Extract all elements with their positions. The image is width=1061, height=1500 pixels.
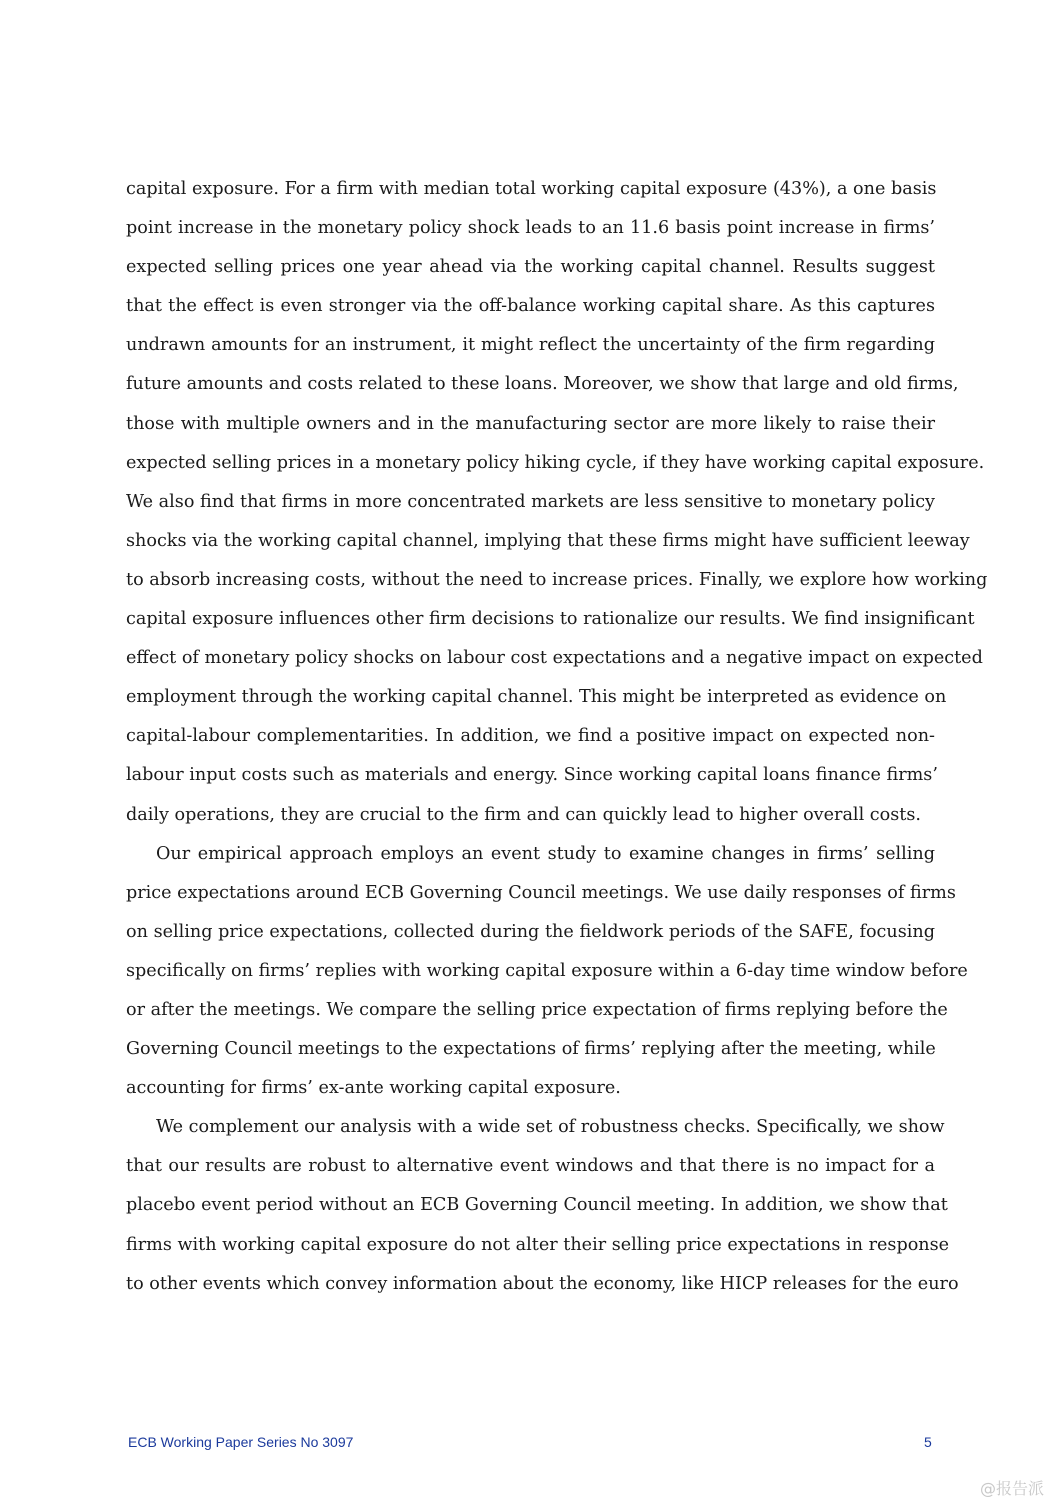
text-line: expected selling prices in a monetary policy hiking cycle, if they have working capital exposure.	[126, 452, 985, 473]
text-line: to other events which convey information about the economy, like HICP releases for the euro	[126, 1273, 959, 1294]
text-line: that our results are robust to alternative event windows and that there is no impact for a	[126, 1156, 935, 1177]
text-line: or after the meetings. We compare the selling price expectation of firms replying before the	[126, 999, 948, 1020]
text-line: accounting for firms’ ex-ante working capital exposure.	[126, 1078, 621, 1099]
text-line: We complement our analysis with a wide set of robustness checks. Specifically, we show	[156, 1117, 945, 1138]
text-line: Our empirical approach employs an event study to examine changes in firms’ selling	[156, 843, 935, 864]
text-line: capital exposure. For a firm with median total working capital exposure (43%), a one basis	[126, 179, 937, 199]
text-line: that the effect is even stronger via the off-balance working capital share. As this captures	[126, 296, 935, 317]
text-line: Governing Council meetings to the expectations of firms’ replying after the meeting, while	[126, 1039, 936, 1060]
text-line: capital exposure influences other firm decisions to rationalize our results. We find insignificant	[126, 609, 975, 630]
body-text	[126, 170, 988, 1304]
text-line: daily operations, they are crucial to the firm and can quickly lead to higher overall costs.	[126, 804, 921, 825]
text-line: We also find that firms in more concentrated markets are less sensitive to monetary policy	[126, 491, 935, 512]
text-line: on selling price expectations, collected during the fieldwork periods of the SAFE, focusing	[126, 921, 935, 942]
text-line: shocks via the working capital channel, implying that these firms might have sufficient leeway	[126, 530, 970, 551]
watermark: @报告派	[980, 1479, 1045, 1498]
paragraph	[126, 835, 968, 1109]
footer-series: ECB Working Paper Series No 3097	[128, 1434, 354, 1450]
text-line: placebo event period without an ECB Governing Council meeting. In addition, we show that	[126, 1195, 948, 1216]
text-line: undrawn amounts for an instrument, it might reflect the uncertainty of the firm regarding	[126, 335, 935, 356]
text-line: firms with working capital exposure do not alter their selling price expectations in response	[126, 1234, 950, 1255]
text-line: to absorb increasing costs, without the need to increase prices. Finally, we explore how working	[126, 569, 988, 590]
text-line: future amounts and costs related to these loans. Moreover, we show that large and old firms,	[126, 374, 959, 395]
text-line: those with multiple owners and in the manufacturing sector are more likely to raise their	[126, 413, 935, 434]
text-line: capital-labour complementarities. In addition, we find a positive impact on expected non-	[126, 726, 935, 747]
page-number: 5	[924, 1434, 932, 1450]
paragraph	[126, 170, 988, 835]
text-line: expected selling prices one year ahead via the working capital channel. Results suggest	[126, 257, 935, 278]
text-line: specifically on firms’ replies with working capital exposure within a 6-day time window before	[126, 960, 968, 981]
text-line: effect of monetary policy shocks on labour cost expectations and a negative impact on expected	[126, 648, 983, 669]
text-line: point increase in the monetary policy shock leads to an 11.6 basis point increase in firms’	[126, 218, 935, 239]
text-line: labour input costs such as materials and energy. Since working capital loans finance firms’	[126, 765, 938, 786]
paragraph	[126, 1108, 959, 1303]
text-line: employment through the working capital channel. This might be interpreted as evidence on	[126, 687, 947, 708]
text-line: price expectations around ECB Governing Council meetings. We use daily responses of firms	[126, 882, 956, 903]
